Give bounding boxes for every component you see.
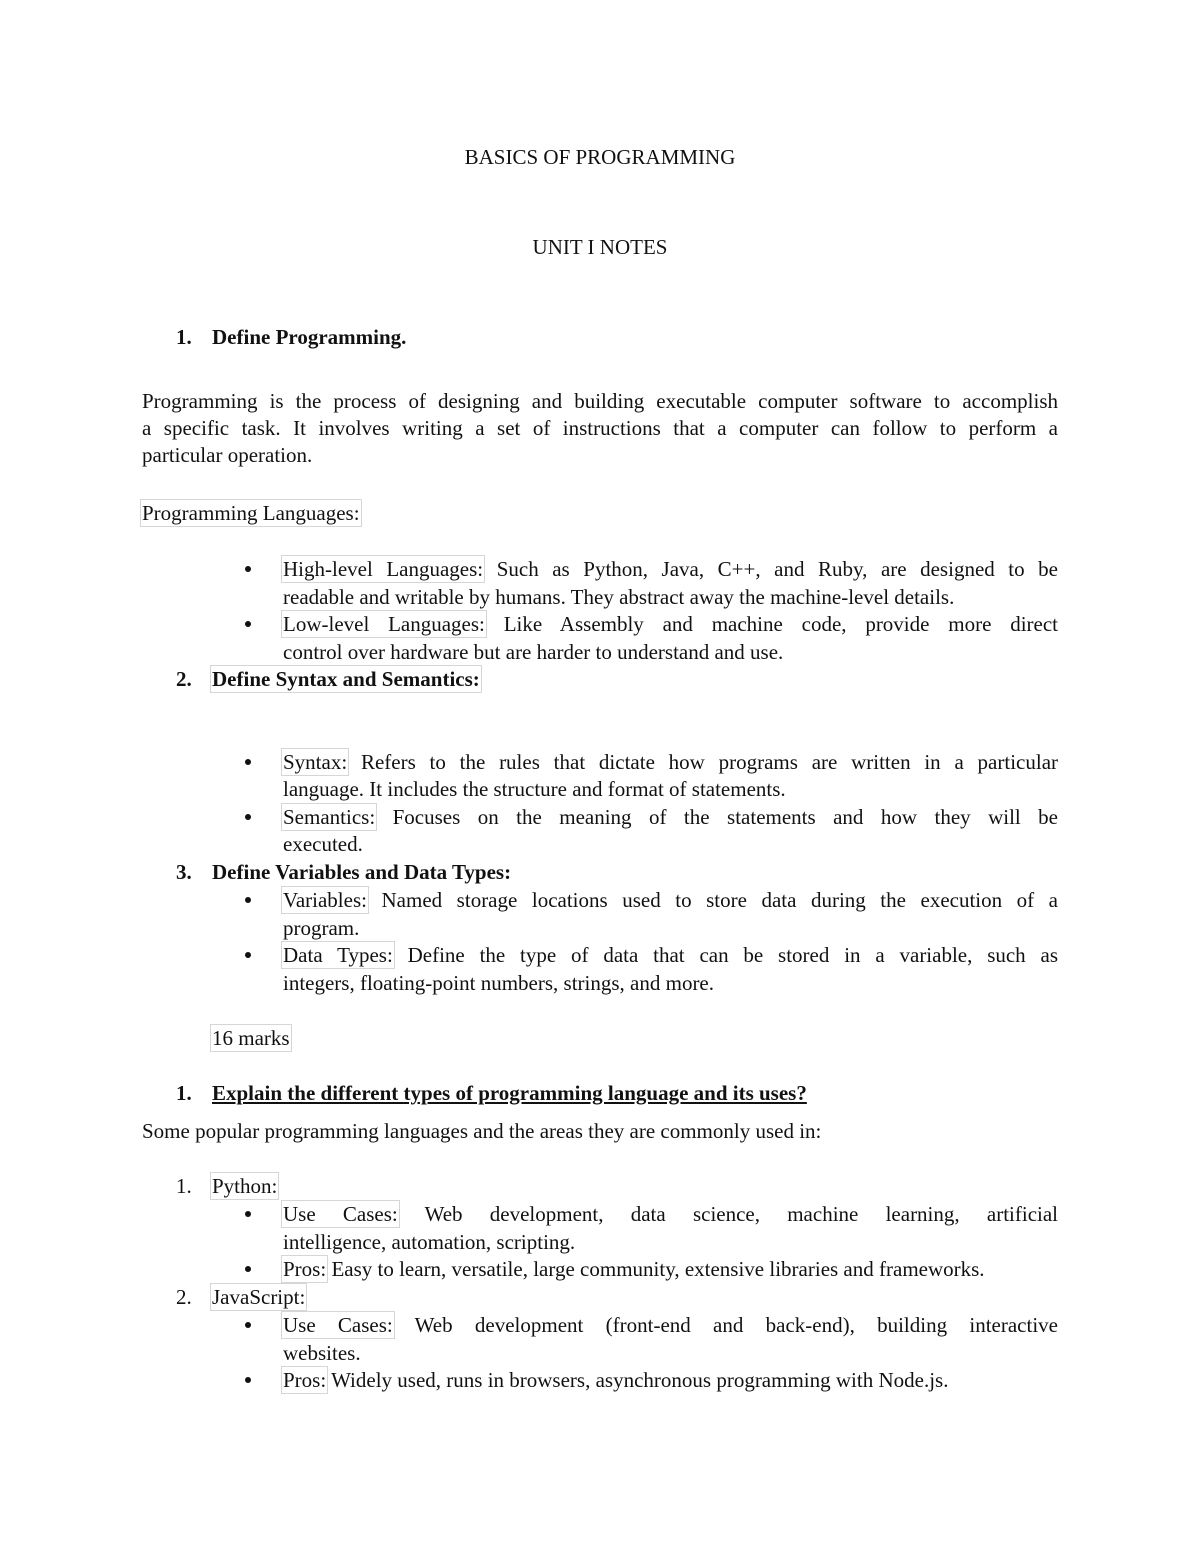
term-label: Low-level Languages: (283, 612, 485, 636)
term-label: Syntax: (283, 750, 348, 774)
term-label: Data Types: (283, 943, 393, 967)
term-label: Semantics: (283, 805, 376, 829)
marks-label: 16 marks (212, 1026, 290, 1050)
intro-line: Some popular programming languages and the areas they are commonly used in: (142, 1119, 822, 1143)
bullet-icon (245, 759, 251, 765)
term-label: Pros: (283, 1257, 327, 1281)
bullet-line: Low-level Languages: Like Assembly and machine code, provide more direct (283, 612, 1058, 636)
bullet-line: program. (283, 916, 360, 940)
bullet-icon (245, 566, 251, 572)
bullet-icon (245, 1377, 251, 1383)
bullet-icon (245, 1211, 251, 1217)
paragraph-line: a specific task. It involves writing a set of instructions that a computer can follow to perform a (142, 416, 1058, 440)
list-number: 2. (176, 1285, 192, 1309)
document-title: BASICS OF PROGRAMMING (464, 145, 736, 169)
question-number: 2. (176, 667, 192, 691)
term-label: Use Cases: (283, 1313, 393, 1337)
term-label: High-level Languages: (283, 557, 484, 581)
question-heading: Define Variables and Data Types: (212, 860, 512, 884)
question-number: 1. (176, 325, 192, 349)
bullet-line: readable and writable by humans. They abstract away the machine-level details. (283, 585, 955, 609)
bullet-icon (245, 814, 251, 820)
question-heading: Explain the different types of programming language and its uses? (212, 1081, 807, 1105)
bullet-line: Pros: Widely used, runs in browsers, asynchronous programming with Node.js. (283, 1368, 949, 1392)
bullet-line: Variables: Named storage locations used to store data during the execution of a (283, 888, 1058, 912)
bullet-icon (245, 1322, 251, 1328)
bullet-line: Data Types: Define the type of data that can be stored in a variable, such as (283, 943, 1058, 967)
question-heading: Define Syntax and Semantics: (212, 667, 480, 691)
bullet-line: control over hardware but are harder to understand and use. (283, 640, 784, 664)
subheading-label: Programming Languages: (142, 501, 360, 525)
paragraph-line: Programming is the process of designing and building executable computer software to accomplish (142, 389, 1058, 413)
bullet-line: websites. (283, 1341, 361, 1365)
question-heading: Define Programming. (212, 325, 407, 349)
term-label: Use Cases: (283, 1202, 398, 1226)
language-name: JavaScript: (212, 1285, 306, 1309)
bullet-icon (245, 621, 251, 627)
bullet-icon (245, 952, 251, 958)
question-number: 3. (176, 860, 192, 884)
term-label: Variables: (283, 888, 367, 912)
document-subtitle: UNIT I NOTES (532, 235, 668, 259)
paragraph-line: particular operation. (142, 443, 313, 467)
question-number: 1. (176, 1081, 192, 1105)
bullet-line: integers, floating-point numbers, strings, and more. (283, 971, 715, 995)
bullet-line: intelligence, automation, scripting. (283, 1230, 576, 1254)
bullet-icon (245, 1266, 251, 1272)
bullet-line: Pros: Easy to learn, versatile, large community, extensive libraries and frameworks. (283, 1257, 985, 1281)
bullet-line: High-level Languages: Such as Python, Java, C++, and Ruby, are designed to be (283, 557, 1058, 581)
bullet-line: language. It includes the structure and format of statements. (283, 777, 786, 801)
bullet-line: executed. (283, 832, 363, 856)
bullet-line: Use Cases: Web development (front-end and back-end), building interactive (283, 1313, 1058, 1337)
bullet-line: Use Cases: Web development, data science, machine learning, artificial (283, 1202, 1058, 1226)
list-number: 1. (176, 1174, 192, 1198)
bullet-line: Semantics: Focuses on the meaning of the statements and how they will be (283, 805, 1059, 829)
term-label: Pros: (283, 1368, 327, 1392)
bullet-line: Syntax: Refers to the rules that dictate how programs are written in a particular (283, 750, 1059, 774)
bullet-icon (245, 897, 251, 903)
language-name: Python: (212, 1174, 278, 1198)
